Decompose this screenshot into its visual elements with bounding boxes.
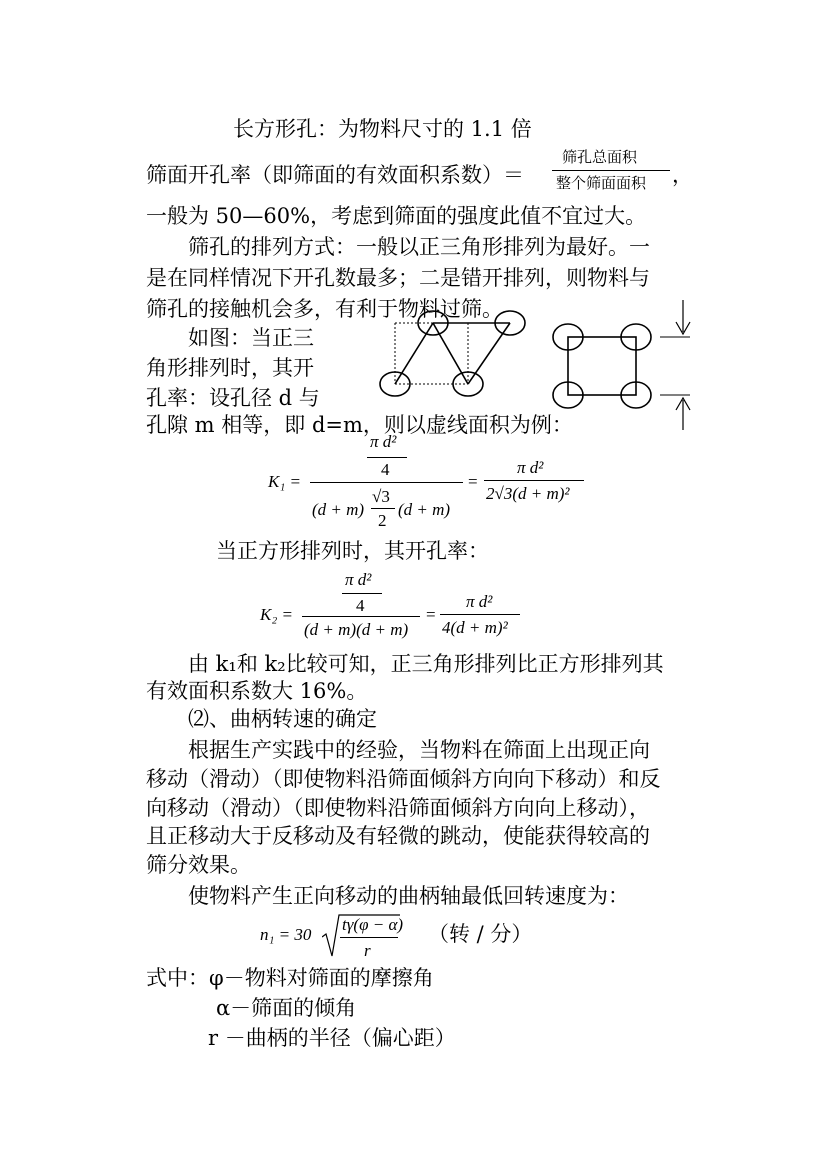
line-practice-3: 向移动（滑动）（即使物料沿筛面倾斜方向向上移动），: [146, 796, 650, 820]
k1-inner-bar: [367, 457, 407, 458]
k1-result-denominator: 2√3(d + m)²: [486, 484, 570, 503]
line-practice-2: 移动（滑动）（即使物料沿筛面倾斜方向向下移动）和反: [146, 767, 661, 791]
line-where-r: r －曲柄的半径（偏心距）: [208, 1026, 456, 1050]
section-crank-speed: ⑵、曲柄转速的确定: [188, 707, 377, 731]
n1-denominator: r: [364, 941, 371, 960]
k2-equals: =: [426, 605, 436, 624]
k1-inner-denominator: 4: [381, 460, 390, 479]
line-figure-2: 角形排列时，其开: [146, 356, 314, 380]
line-square-intro: 当正方形排列时，其开孔率：: [216, 539, 489, 563]
line-figure-4: 孔隙 m 相等，即 d=m，则以虚线面积为例：: [146, 413, 573, 437]
line-arrangement-3: 筛孔的接触机会多，有利于物料过筛。: [146, 297, 503, 321]
k1-result-bar: [484, 480, 584, 481]
line-where-phi: 式中：φ－物料对筛面的摩擦角: [146, 966, 434, 990]
k2-lhs: K₂ =: [260, 605, 293, 624]
k1-den-second: (d + m): [398, 500, 451, 519]
k1-lhs: K₁ =: [268, 472, 301, 491]
k2-denominator: (d + m)(d + m): [304, 620, 409, 639]
line-figure-3: 孔率：设孔径 d 与: [146, 386, 320, 410]
k2-result-numerator: π d²: [466, 592, 493, 611]
hole-arrangement-diagram: [360, 300, 700, 430]
k2-result-denominator: 4(d + m)²: [442, 618, 508, 637]
k1-den-two: 2: [378, 511, 387, 530]
line-where-alpha: α－筛面的倾角: [216, 996, 357, 1020]
ratio-numerator: 筛孔总面积: [562, 148, 638, 166]
k2-inner-bar: [342, 593, 382, 594]
line-compare-1: 由 k₁和 k₂比较可知，正三角形排列比正方形排列其: [188, 652, 664, 676]
k1-main-bar: [310, 482, 463, 483]
line-rect-hole: 长方形孔：为物料尺寸的 1.1 倍: [233, 117, 532, 141]
k2-inner-denominator: 4: [356, 596, 365, 615]
ratio-fraction-bar: [552, 170, 670, 171]
k2-result-bar: [440, 614, 520, 615]
line-compare-2: 有效面积系数大 16%。: [146, 679, 368, 703]
k1-den-first: (d + m): [312, 500, 365, 519]
line-practice-4: 且正移动大于反移动及有轻微的跳动，使能获得较高的: [146, 824, 650, 848]
k1-inner-numerator: π d²: [370, 432, 397, 451]
k1-equals: =: [468, 472, 478, 491]
n1-numerator: tγ(φ − α): [342, 915, 404, 934]
line-practice-1: 根据生产实践中的经验，当物料在筛面上出现正向: [188, 738, 650, 762]
n1-fraction-bar: [340, 937, 398, 938]
k1-den-sqrt3: √3: [372, 487, 390, 506]
n1-unit: （转 / 分）: [428, 922, 533, 946]
line-arrangement-1: 筛孔的排列方式：一般以正三角形排列为最好。一: [188, 235, 650, 259]
line-general-range: 一般为 50—60%，考虑到筛面的强度此值不宜过大。: [146, 204, 647, 228]
line-arrangement-2: 是在同样情况下开孔数最多；二是错开排列，则物料与: [146, 266, 650, 290]
line-figure-1: 如图：当正三: [188, 326, 314, 350]
ratio-comma: ，: [672, 163, 693, 187]
n1-lhs: n₁ = 30: [260, 925, 312, 944]
k1-den-half-bar: [371, 508, 395, 509]
ratio-denominator: 整个筛面面积: [556, 174, 647, 192]
k2-inner-numerator: π d²: [345, 570, 372, 589]
line-practice-5: 筛分效果。: [146, 853, 251, 877]
k1-result-numerator: π d²: [517, 458, 544, 477]
k2-main-bar: [302, 616, 420, 617]
line-min-speed: 使物料产生正向移动的曲柄轴最低回转速度为：: [188, 884, 629, 908]
line-open-ratio: 筛面开孔率（即筛面的有效面积系数）＝: [146, 163, 524, 187]
